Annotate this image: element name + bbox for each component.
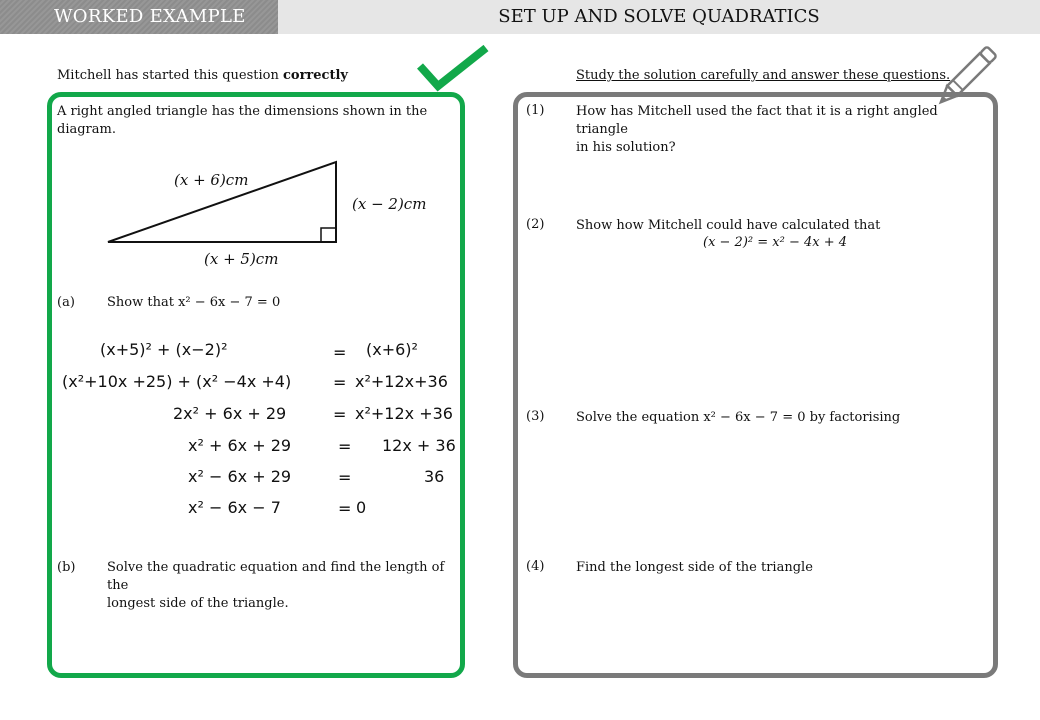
question-2-text [576, 217, 986, 235]
question-4-text: Find the longest side of the triangle [576, 560, 813, 575]
triangle-diagram [100, 150, 340, 250]
intro-text [57, 68, 348, 83]
working-line-6-left: x² − 6x − 7 [188, 498, 281, 517]
question-2-number: (2) [526, 217, 545, 232]
intro-prefix: Mitchell has started this question [57, 68, 283, 83]
problem-line-1: A right angled triangle has the dimensions shown in the [57, 104, 428, 119]
hypotenuse-label: (x + 6)cm [174, 171, 249, 189]
page-title: SET UP AND SOLVE QUADRATICS [278, 0, 1040, 34]
question-2-line-1: Show how Mitchell could have calculated that [576, 218, 881, 233]
part-a-label: (a) [57, 295, 75, 310]
working-line-1-left: (x+5)² + (x−2)² [100, 340, 228, 359]
question-4-number: (4) [526, 559, 545, 574]
part-a-text: Show that x² − 6x − 7 = 0 [107, 295, 281, 310]
working-line-6-eq: = [338, 499, 352, 518]
working-line-3-eq: = [333, 405, 347, 424]
working-line-1-eq: = [333, 343, 347, 362]
question-3-number: (3) [526, 409, 545, 424]
questions-panel [513, 92, 998, 678]
vertical-side-label: (x − 2)cm [352, 195, 427, 213]
question-2-identity: (x − 2)² = x² − 4x + 4 [703, 235, 848, 250]
working-line-2-eq: = [333, 373, 347, 392]
working-line-1-right: (x+6)² [366, 340, 418, 359]
part-b-text [107, 559, 457, 613]
working-line-2-left: (x²+10x +25) + (x² −4x +4) [62, 372, 292, 391]
question-1-line-2: in his solution? [576, 140, 676, 155]
working-line-5-left: x² − 6x + 29 [188, 467, 292, 486]
question-1-line-1: How has Mitchell used the fact that it is a right angled triangle [576, 104, 938, 137]
working-line-5-right: 36 [424, 467, 445, 486]
working-line-6-right: 0 [356, 498, 367, 517]
part-b-line-1: Solve the quadratic equation and find the length of the [107, 560, 445, 593]
question-1-text [576, 103, 986, 157]
problem-line-2: diagram. [57, 122, 116, 137]
part-b-label: (b) [57, 560, 76, 575]
working-line-3-right: x²+12x +36 [355, 404, 453, 423]
question-1-number: (1) [526, 103, 545, 118]
question-3-text: Solve the equation x² − 6x − 7 = 0 by factorising [576, 410, 901, 425]
working-line-2-right: x²+12x+36 [355, 372, 448, 391]
problem-statement [57, 103, 457, 139]
intro-bold: correctly [282, 68, 348, 83]
worked-example-banner: WORKED EXAMPLE [0, 0, 278, 34]
check-mark-icon [416, 44, 492, 96]
working-line-4-left: x² + 6x + 29 [188, 436, 292, 455]
working-line-5-eq: = [338, 468, 352, 487]
working-line-4-right: 12x + 36 [382, 436, 456, 455]
study-instruction: Study the solution carefully and answer these questions. [576, 68, 951, 83]
base-label: (x + 5)cm [204, 250, 279, 268]
part-b-line-2: longest side of the triangle. [107, 596, 289, 611]
working-line-4-eq: = [338, 437, 352, 456]
working-line-3-left: 2x² + 6x + 29 [173, 404, 287, 423]
